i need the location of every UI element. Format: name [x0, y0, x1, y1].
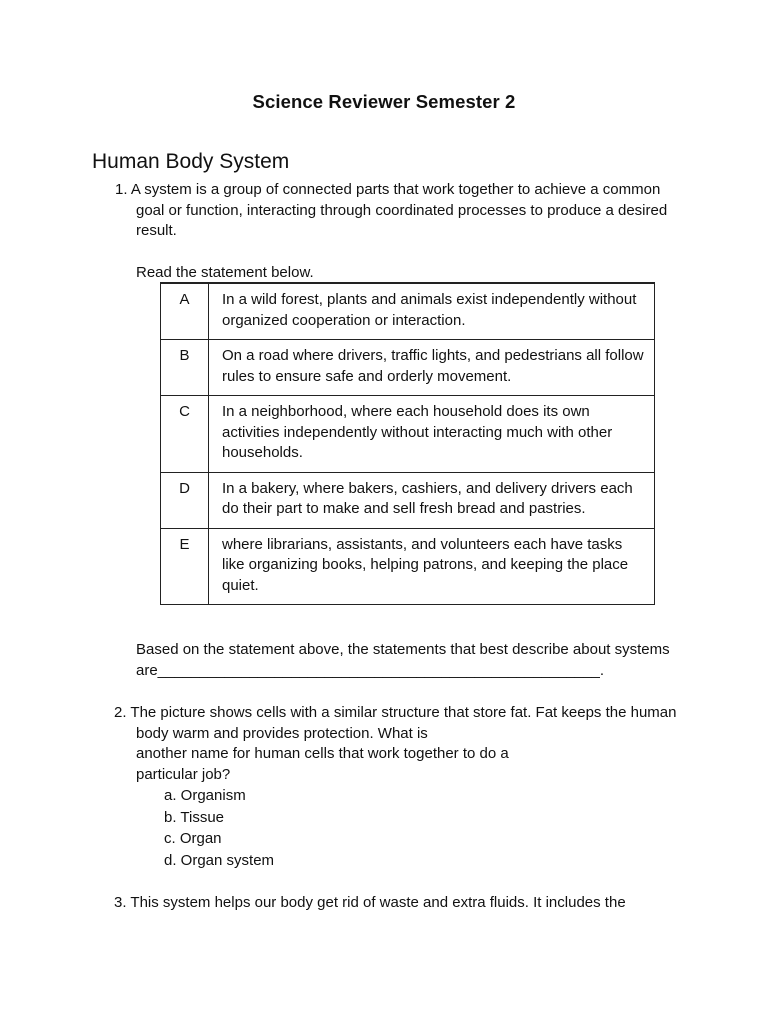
fill-in-line: are_____________________________________________________. [136, 661, 604, 679]
table-row [161, 283, 655, 340]
choice-letter: A [161, 283, 209, 340]
table-row [161, 528, 655, 605]
choice-text: where librarians, assistants, and volunteers each have tasks like organizing books, helping patrons, and keeping the place quiet. [209, 528, 655, 605]
fill-in-line: Based on the statement above, the statements that best describe about systems [136, 641, 670, 658]
question-2-line: particular job? [136, 765, 231, 783]
question-2-line: another name for human cells that work together to do a [136, 745, 509, 762]
choice-text: In a wild forest, plants and animals exist independently without organized cooperation or interaction. [209, 283, 655, 340]
table-row [161, 396, 655, 473]
page-title: Science Reviewer Semester 2 [252, 91, 516, 112]
choice-text: In a bakery, where bakers, cashiers, and delivery drivers each do their part to make and sell fresh bread and pastries. [209, 472, 655, 528]
choice-text: In a neighborhood, where each household does its own activities independently without interacting much with other households. [209, 396, 655, 473]
answer-option: b. Tissue [164, 808, 225, 826]
question-1-line: goal or function, interacting through coordinated processes to produce a desired [136, 201, 668, 219]
read-instruction: Read the statement below. [136, 264, 314, 281]
question-2 [114, 703, 694, 871]
table-row [161, 340, 655, 396]
answer-option: d. Organ system [164, 851, 275, 869]
choice-letter: C [161, 396, 209, 473]
answer-option: a. Organism [164, 787, 246, 804]
choice-letter: B [161, 340, 209, 396]
fill-in-statement [136, 640, 696, 681]
question-2-line: body warm and provides protection. What is [136, 724, 428, 742]
question-1-line: result. [136, 222, 177, 239]
question-1 [115, 180, 685, 242]
choices-table [160, 282, 655, 605]
question-3-line: 3. This system helps our body get rid of waste and extra fluids. It includes the [114, 894, 626, 911]
answer-option: c. Organ [164, 830, 222, 847]
question-3 [114, 893, 694, 914]
question-2-line: 2. The picture shows cells with a similar structure that store fat. Fat keeps the human [114, 704, 677, 721]
choice-text: On a road where drivers, traffic lights, and pedestrians all follow rules to ensure safe and orderly movement. [209, 340, 655, 396]
choice-letter: D [161, 472, 209, 528]
question-1-line: 1. A system is a group of connected parts that work together to achieve a common [115, 181, 661, 198]
section-heading: Human Body System [92, 150, 290, 173]
table-row [161, 472, 655, 528]
choice-letter: E [161, 528, 209, 605]
